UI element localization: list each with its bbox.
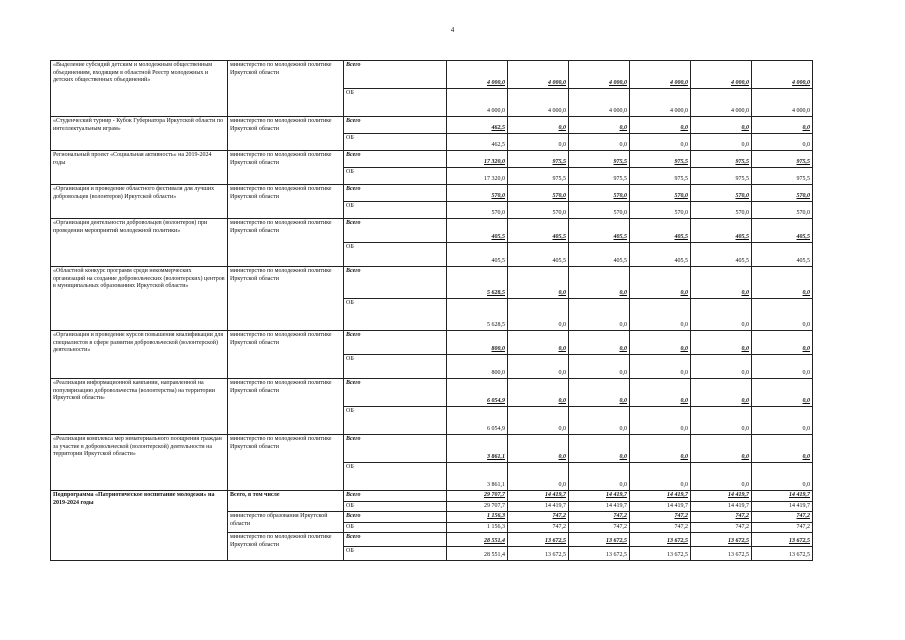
total-value: 0,0 xyxy=(630,267,691,299)
ob-label: ОБ xyxy=(344,522,447,533)
total-value: 29 707,7 xyxy=(447,491,508,502)
ob-label: ОБ xyxy=(344,463,447,491)
total-value: 4 000,0 xyxy=(569,61,630,89)
ob-value: 462,5 xyxy=(447,134,508,151)
executor: министерство образования Иркутской области xyxy=(228,512,344,533)
total-value: 0,0 xyxy=(508,331,569,355)
total-value: 800,0 xyxy=(447,331,508,355)
ob-value: 800,0 xyxy=(447,355,508,379)
ob-value: 14 419,7 xyxy=(569,501,630,512)
ob-value: 13 672,5 xyxy=(508,547,569,561)
table-row xyxy=(51,331,813,355)
event-name: «Студенческий турнир - Кубок Губернатора Иркутской области по интеллектуальным играм» xyxy=(51,117,228,151)
ob-value: 0,0 xyxy=(630,355,691,379)
total-value: 17 320,0 xyxy=(447,151,508,168)
ob-label: ОБ xyxy=(344,134,447,151)
ob-value: 0,0 xyxy=(508,463,569,491)
total-value: 4 000,0 xyxy=(752,61,813,89)
total-value: 405,5 xyxy=(691,219,752,243)
event-name: «Организация деятельности добровольцев (волонтеров) при проведении мероприятий молодежной политики» xyxy=(51,219,228,267)
ob-label: ОБ xyxy=(344,299,447,331)
total-value: 405,5 xyxy=(447,219,508,243)
ob-value: 975,5 xyxy=(569,168,630,185)
event-name: «Организация и проведение областного фестиваля для лучших добровольцев (волонтеров) Иркутской области» xyxy=(51,185,228,219)
ob-label: ОБ xyxy=(344,547,447,561)
executor: министерство по молодежной политике Иркутской области xyxy=(228,185,344,219)
total-value: 747,2 xyxy=(752,512,813,523)
total-value: 0,0 xyxy=(691,267,752,299)
total-value: 0,0 xyxy=(508,267,569,299)
total-label: Всего xyxy=(344,331,447,355)
ob-value: 0,0 xyxy=(569,463,630,491)
total-label: Всего xyxy=(344,491,447,502)
total-value: 405,5 xyxy=(752,219,813,243)
ob-value: 570,0 xyxy=(508,202,569,219)
total-value: 13 672,5 xyxy=(691,533,752,547)
ob-value: 0,0 xyxy=(752,299,813,331)
total-value: 570,0 xyxy=(630,185,691,202)
ob-value: 13 672,5 xyxy=(691,547,752,561)
ob-label: ОБ xyxy=(344,168,447,185)
total-value: 0,0 xyxy=(508,117,569,134)
total-value: 570,0 xyxy=(447,185,508,202)
ob-label: ОБ xyxy=(344,407,447,435)
event-name: «Реализация комплекса мер нематериального поощрения граждан за участие в добровольческой (волонтерской) деятельности на территории Иркутской области» xyxy=(51,435,228,491)
executor: министерство по молодежной политике Иркутской области xyxy=(228,331,344,379)
total-value: 0,0 xyxy=(752,435,813,463)
ob-label: ОБ xyxy=(344,89,447,117)
total-value: 0,0 xyxy=(630,435,691,463)
total-value: 0,0 xyxy=(569,117,630,134)
ob-value: 14 419,7 xyxy=(752,501,813,512)
total-value: 975,5 xyxy=(752,151,813,168)
executor: министерство по молодежной политике Иркутской области xyxy=(228,533,344,561)
table-row xyxy=(51,491,813,502)
total-label: Всего xyxy=(344,435,447,463)
ob-value: 0,0 xyxy=(752,463,813,491)
table-row xyxy=(51,435,813,463)
ob-value: 28 551,4 xyxy=(447,547,508,561)
ob-value: 17 320,0 xyxy=(447,168,508,185)
total-value: 4 000,0 xyxy=(508,61,569,89)
total-value: 975,5 xyxy=(569,151,630,168)
ob-value: 0,0 xyxy=(569,355,630,379)
ob-value: 14 419,7 xyxy=(691,501,752,512)
total-value: 13 672,5 xyxy=(508,533,569,547)
ob-value: 14 419,7 xyxy=(508,501,569,512)
executor: министерство по молодежной политике Иркутской области xyxy=(228,151,344,185)
event-name: «Областной конкурс программ среди некоммерческих организаций на создание добровольческих (волонтерских) центров в муниципальных образованиях Иркутской области» xyxy=(51,267,228,331)
total-value: 747,2 xyxy=(630,512,691,523)
total-label: Всего xyxy=(344,185,447,202)
total-value: 28 551,4 xyxy=(447,533,508,547)
ob-value: 747,2 xyxy=(752,522,813,533)
ob-value: 0,0 xyxy=(508,134,569,151)
total-value: 0,0 xyxy=(630,331,691,355)
ob-value: 29 707,7 xyxy=(447,501,508,512)
event-name: Региональный проект «Социальная активность» на 2019-2024 годы xyxy=(51,151,228,185)
ob-value: 0,0 xyxy=(691,134,752,151)
total-label: Всего xyxy=(344,533,447,547)
ob-value: 747,2 xyxy=(691,522,752,533)
ob-value: 13 672,5 xyxy=(569,547,630,561)
total-value: 0,0 xyxy=(508,379,569,407)
executor: министерство по молодежной политике Иркутской области xyxy=(228,117,344,151)
ob-value: 975,5 xyxy=(630,168,691,185)
total-label: Всего xyxy=(344,267,447,299)
ob-value: 405,5 xyxy=(447,243,508,267)
ob-value: 570,0 xyxy=(569,202,630,219)
event-name: «Организация и проведение курсов повышения квалификации для специалистов в сфере развития добровольческой (волонтерской) деятельности» xyxy=(51,331,228,379)
table-row xyxy=(51,219,813,243)
total-value: 0,0 xyxy=(630,117,691,134)
total-value: 0,0 xyxy=(752,267,813,299)
executor: министерство по молодежной политике Иркутской области xyxy=(228,61,344,117)
total-value: 405,5 xyxy=(630,219,691,243)
ob-value: 5 628,5 xyxy=(447,299,508,331)
budget-table xyxy=(50,60,813,561)
ob-value: 0,0 xyxy=(691,463,752,491)
ob-value: 747,2 xyxy=(508,522,569,533)
ob-value: 975,5 xyxy=(752,168,813,185)
total-value: 0,0 xyxy=(752,379,813,407)
total-value: 0,0 xyxy=(691,117,752,134)
ob-value: 0,0 xyxy=(752,134,813,151)
total-value: 14 419,7 xyxy=(630,491,691,502)
total-label: Всего xyxy=(344,512,447,523)
total-value: 462,5 xyxy=(447,117,508,134)
total-value: 570,0 xyxy=(569,185,630,202)
executor: министерство по молодежной политике Иркутской области xyxy=(228,379,344,435)
ob-value: 405,5 xyxy=(569,243,630,267)
table-row xyxy=(51,61,813,89)
total-value: 747,2 xyxy=(691,512,752,523)
ob-label: ОБ xyxy=(344,355,447,379)
total-value: 6 054,9 xyxy=(447,379,508,407)
ob-value: 0,0 xyxy=(569,134,630,151)
total-value: 0,0 xyxy=(630,379,691,407)
ob-value: 0,0 xyxy=(569,299,630,331)
table-row xyxy=(51,379,813,407)
subprogram-name: Подпрограмма «Патриотическое воспитание молодежи» на 2019-2024 годы xyxy=(51,491,228,561)
ob-value: 13 672,5 xyxy=(752,547,813,561)
ob-value: 0,0 xyxy=(508,299,569,331)
ob-value: 405,5 xyxy=(508,243,569,267)
total-value: 4 000,0 xyxy=(630,61,691,89)
table-row xyxy=(51,151,813,168)
total-value: 4 000,0 xyxy=(691,61,752,89)
total-label: Всего xyxy=(344,61,447,89)
ob-value: 0,0 xyxy=(691,355,752,379)
ob-value: 0,0 xyxy=(630,134,691,151)
ob-value: 6 054,9 xyxy=(447,407,508,435)
ob-value: 4 000,0 xyxy=(752,89,813,117)
total-value: 13 672,5 xyxy=(752,533,813,547)
total-value: 405,5 xyxy=(508,219,569,243)
total-value: 0,0 xyxy=(569,331,630,355)
ob-value: 0,0 xyxy=(508,407,569,435)
ob-value: 14 419,7 xyxy=(630,501,691,512)
executor: министерство по молодежной политике Иркутской области xyxy=(228,267,344,331)
ob-value: 0,0 xyxy=(630,299,691,331)
total-value: 5 628,5 xyxy=(447,267,508,299)
ob-value: 4 000,0 xyxy=(630,89,691,117)
ob-value: 0,0 xyxy=(691,407,752,435)
total-value: 13 672,5 xyxy=(630,533,691,547)
total-value: 0,0 xyxy=(691,435,752,463)
ob-label: ОБ xyxy=(344,202,447,219)
total-value: 0,0 xyxy=(691,379,752,407)
ob-value: 570,0 xyxy=(447,202,508,219)
total-label: Всего xyxy=(344,379,447,407)
table-row xyxy=(51,185,813,202)
ob-value: 0,0 xyxy=(630,407,691,435)
ob-label: ОБ xyxy=(344,243,447,267)
ob-value: 975,5 xyxy=(508,168,569,185)
page-number: 4 xyxy=(450,26,455,34)
ob-value: 405,5 xyxy=(691,243,752,267)
table-row xyxy=(51,117,813,134)
total-value: 0,0 xyxy=(691,331,752,355)
ob-value: 3 861,1 xyxy=(447,463,508,491)
ob-value: 4 000,0 xyxy=(508,89,569,117)
ob-value: 0,0 xyxy=(630,463,691,491)
total-value: 405,5 xyxy=(569,219,630,243)
ob-value: 570,0 xyxy=(691,202,752,219)
total-value: 0,0 xyxy=(569,379,630,407)
table-row xyxy=(51,267,813,299)
ob-value: 570,0 xyxy=(630,202,691,219)
ob-value: 0,0 xyxy=(752,355,813,379)
total-value: 570,0 xyxy=(508,185,569,202)
ob-value: 0,0 xyxy=(752,407,813,435)
ob-value: 0,0 xyxy=(508,355,569,379)
ob-value: 975,5 xyxy=(691,168,752,185)
total-value: 14 419,7 xyxy=(752,491,813,502)
total-label: Всего xyxy=(344,117,447,134)
total-value: 0,0 xyxy=(569,267,630,299)
total-value: 0,0 xyxy=(752,331,813,355)
total-value: 975,5 xyxy=(691,151,752,168)
ob-value: 13 672,5 xyxy=(630,547,691,561)
ob-value: 4 000,0 xyxy=(569,89,630,117)
total-value: 14 419,7 xyxy=(508,491,569,502)
ob-value: 1 156,3 xyxy=(447,522,508,533)
ob-value: 747,2 xyxy=(569,522,630,533)
ob-value: 570,0 xyxy=(752,202,813,219)
total-value: 1 156,3 xyxy=(447,512,508,523)
ob-value: 4 000,0 xyxy=(691,89,752,117)
ob-value: 405,5 xyxy=(752,243,813,267)
total-value: 0,0 xyxy=(508,435,569,463)
total-value: 4 000,0 xyxy=(447,61,508,89)
total-value: 747,2 xyxy=(508,512,569,523)
total-value: 975,5 xyxy=(630,151,691,168)
total-label: Всего xyxy=(344,219,447,243)
ob-value: 747,2 xyxy=(630,522,691,533)
total-value: 570,0 xyxy=(691,185,752,202)
total-value: 570,0 xyxy=(752,185,813,202)
total-value: 14 419,7 xyxy=(691,491,752,502)
ob-value: 4 000,0 xyxy=(447,89,508,117)
ob-label: ОБ xyxy=(344,501,447,512)
ob-value: 0,0 xyxy=(569,407,630,435)
total-value: 14 419,7 xyxy=(569,491,630,502)
total-value: 0,0 xyxy=(569,435,630,463)
executor: министерство по молодежной политике Иркутской области xyxy=(228,435,344,491)
total-value: 0,0 xyxy=(752,117,813,134)
ob-value: 0,0 xyxy=(691,299,752,331)
ob-value: 405,5 xyxy=(630,243,691,267)
event-name: «Реализация информационной кампании, направленной на популяризацию добровольчества (волонтерства) на территории Иркутской области» xyxy=(51,379,228,435)
executor-all: Всего, в том числе xyxy=(228,491,344,512)
total-value: 13 672,5 xyxy=(569,533,630,547)
executor: министерство по молодежной политике Иркутской области xyxy=(228,219,344,267)
event-name: «Выделение субсидий детским и молодежным общественным объединениям, входящим в областной Реестр молодежных и детских общественных объединений» xyxy=(51,61,228,117)
total-label: Всего xyxy=(344,151,447,168)
budget-table-body xyxy=(51,61,813,561)
total-value: 3 861,1 xyxy=(447,435,508,463)
total-value: 747,2 xyxy=(569,512,630,523)
total-value: 975,5 xyxy=(508,151,569,168)
